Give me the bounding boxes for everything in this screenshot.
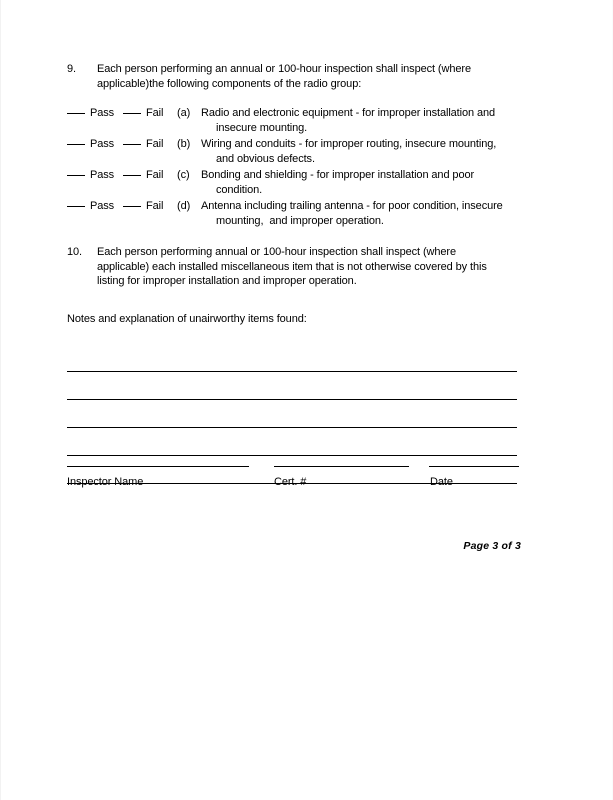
- pass-blank-b[interactable]: [67, 144, 85, 145]
- fail-label-a: Fail: [146, 107, 164, 119]
- pass-label-b: Pass: [90, 138, 115, 150]
- signature-rules: [67, 466, 519, 469]
- checklist-row-b[interactable]: [67, 137, 527, 166]
- fail-label-c: Fail: [146, 169, 164, 181]
- fail-label-d: Fail: [146, 200, 164, 212]
- notes-write-in-area[interactable]: [67, 344, 527, 484]
- item-10-line-3: listing for improper installation and improper operation.: [97, 275, 357, 287]
- fail-blank-a[interactable]: [123, 113, 141, 114]
- item-9-line-2: applicable)the following components of the radio group:: [97, 77, 362, 90]
- pass-field-b[interactable]: [67, 137, 123, 152]
- pass-field-c[interactable]: [67, 168, 123, 183]
- radio-group-checklist: [67, 106, 527, 228]
- pass-field-d[interactable]: [67, 199, 123, 214]
- signature-block: [67, 466, 519, 492]
- form-content: [67, 62, 527, 484]
- checklist-d-line-2: mounting, and improper operation.: [216, 214, 384, 227]
- note-line[interactable]: [67, 428, 517, 456]
- form-item-9: [67, 62, 527, 91]
- fail-field-a[interactable]: [123, 106, 177, 121]
- note-line[interactable]: [67, 372, 517, 400]
- checklist-a-line-1: Radio and electronic equipment - for improper installation and: [201, 107, 496, 119]
- checklist-letter-a: (a): [177, 107, 191, 119]
- checklist-row-d[interactable]: [67, 199, 527, 228]
- checklist-text-a: [201, 106, 527, 135]
- fail-field-c[interactable]: [123, 168, 177, 183]
- cert-number-rule[interactable]: [274, 466, 409, 467]
- item-9-line-1: Each person performing an annual or 100-hour inspection shall inspect (where: [97, 63, 471, 75]
- fail-blank-b[interactable]: [123, 144, 141, 145]
- item-10-line-1: Each person performing annual or 100-hour inspection shall inspect (where: [97, 246, 456, 258]
- fail-blank-d[interactable]: [123, 206, 141, 207]
- form-item-10: [67, 245, 527, 289]
- pass-blank-c[interactable]: [67, 175, 85, 176]
- item-10-text: [97, 245, 527, 289]
- checklist-letter-c: (c): [177, 169, 190, 181]
- checklist-b-line-2: and obvious defects.: [216, 152, 315, 165]
- note-line[interactable]: [67, 400, 517, 428]
- checklist-text-b: [201, 137, 527, 166]
- fail-label-b: Fail: [146, 138, 164, 150]
- note-line[interactable]: [67, 344, 517, 372]
- inspector-name-rule[interactable]: [67, 466, 249, 467]
- checklist-c-line-2: condition.: [216, 183, 263, 196]
- item-10-number: 10.: [67, 246, 82, 258]
- checklist-b-line-1: Wiring and conduits - for improper routing, insecure mounting,: [201, 138, 497, 150]
- fail-blank-c[interactable]: [123, 175, 141, 176]
- pass-label-c: Pass: [90, 169, 115, 181]
- pass-field-a[interactable]: [67, 106, 123, 121]
- signature-labels: [67, 476, 519, 492]
- pass-label-a: Pass: [90, 107, 115, 119]
- checklist-text-c: [201, 168, 527, 197]
- fail-field-b[interactable]: [123, 137, 177, 152]
- pass-blank-d[interactable]: [67, 206, 85, 207]
- pass-blank-a[interactable]: [67, 113, 85, 114]
- date-label: Date: [430, 476, 453, 488]
- checklist-a-line-2: insecure mounting.: [216, 121, 308, 134]
- checklist-row-c[interactable]: [67, 168, 527, 197]
- date-rule[interactable]: [429, 466, 519, 467]
- cert-number-label: Cert. #: [274, 476, 307, 488]
- item-9-text: [97, 62, 527, 91]
- fail-field-d[interactable]: [123, 199, 177, 214]
- checklist-letter-b: (b): [177, 138, 191, 150]
- inspector-name-label: Inspector Name: [67, 476, 144, 488]
- checklist-c-line-1: Bonding and shielding - for improper installation and poor: [201, 169, 475, 181]
- item-9-number: 9.: [67, 63, 76, 75]
- checklist-row-a[interactable]: [67, 106, 527, 135]
- checklist-d-line-1: Antenna including trailing antenna - for poor condition, insecure: [201, 200, 503, 212]
- checklist-text-d: [201, 199, 527, 228]
- pass-label-d: Pass: [90, 200, 115, 212]
- item-10-line-2: applicable) each installed miscellaneous item that is not otherwise covered by this: [97, 260, 487, 273]
- checklist-letter-d: (d): [177, 200, 191, 212]
- page-footer: Page 3 of 3: [463, 540, 521, 552]
- notes-heading: Notes and explanation of unairworthy items found:: [67, 312, 307, 325]
